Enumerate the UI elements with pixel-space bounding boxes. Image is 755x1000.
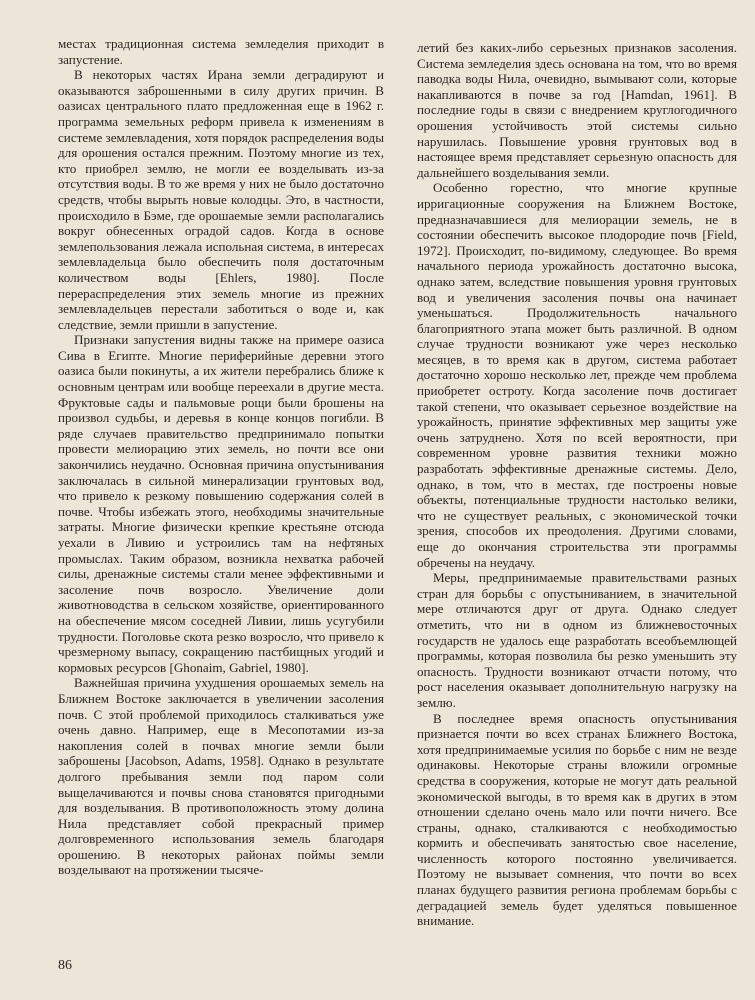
- paragraph: Особенно горестно, что многие крупные ирригационные сооружения на Ближнем Востоке, предназначавшиеся для мелиорации земель, не в состоянии обеспечить высокое плодородие почв [Field, 1972]. Происходит, по-видимому, следующее. Во время начального периода урожайность достаточно высока, однако затем, вследствие повышения уровня грунтовых вод и увеличения засоления почвы она начинает уменьшаться. Продолжительность начального благоприятного этапа может быть различной. В одном случае трудности возникают уже через несколько месяцев, в то время как в другом, система работает достаточно хорошо несколько лет, прежде чем проблема приобретет остроту. Когда засоление почв достигает такой степени, что оказывает серьезное воздействие на урожайность, принятие эффективных мер защиты уже очень затруднено. Хотя по всей вероятности, при современном уровне развития техники можно разработать эффективные дренажные системы. Дело, однако, в том, что в местах, где построены новые объекты, потенциальные трудности настолько велики, что не существует реальных, с экономической точки зрения, способов их преодоления. Другими словами, еще до окончания строительства эти программы обречены на неудачу.: [417, 180, 737, 570]
- paragraph: В некоторых частях Ирана земли деградируют и оказываются заброшенными в силу других причин. В оазисах центрального плато предложенная еще в 1962 г. программа земельных реформ привела к изменениям в системе землевладения, хотя порядок распределения воды для орошения остался прежним. Поэтому многие из тех, кто приобрел землю, не могли ее возделывать из-за отсутствия воды. В то же время у них не было достаточно средств, чтобы вырыть новые колодцы. Это, в частности, происходило в Бэме, где орошаемые земли располагались вокруг обнесенных оградой садов. Когда в основе землепользования лежала испольная система, в интересах землевладельца было обеспечить поля достаточным количеством воды [Ehlers, 1980]. После перераспределения этих земель многие из прежних землевладельцев перестали заботиться о воде и, как следствие, земли пришли в запустение.: [58, 67, 385, 332]
- paragraph: Важнейшая причина ухудшения орошаемых земель на Ближнем Востоке заключается в увеличении засоления почв. С этой проблемой приходилось сталкиваться уже очень давно. Например, еще в Месопотамии из-за накопления солей в почвах многие земли были заброшены [Jacobson, Adams, 1958]. Однако в результате долгого пребывания земли под паром соли выщелачиваются и почвы снова становятся пригодными для возделывания. В противоположность этому долина Нила представляет собой прекрасный пример долговременного использования земель благодаря орошению. В некоторых районах поймы земли возделывают на протяжении тысяче-: [58, 675, 384, 878]
- paragraph: Меры, предпринимаемые правительствами разных стран для борьбы с опустыниванием, в значительной мере отличаются друг от друга. Однако следует отметить, что ни в одном из ближневосточных государств не удалось еще разработать всеобъемлющей программы, которая позволила бы резко уменьшить эту опасность. Трудности возникают отчасти потому, что рост населения оказывает дополнительную нагрузку на землю.: [417, 570, 737, 710]
- paragraph: летий без каких-либо серьезных признаков засоления. Система земледелия здесь основана на том, что во время паводка воды Нила, очевидно, вымывают соли, которые накапливаются в почве за год [Hamdan, 1961]. В последние годы в связи с внедрением круглогодичного орошения устойчивость этой системы сильно нарушилась. Повышение уровня грунтовых вод в настоящее время представляет серьезную опасность для дальнейшего возделывания земли.: [417, 40, 737, 180]
- left-column: [58, 36, 384, 878]
- paragraph: Признаки запустения видны также на примере оазиса Сива в Египте. Многие периферийные деревни этого оазиса были покинуты, а их жители перебрались ближе к основным центрам или вообще переехали в другие места. Фруктовые сады и пальмовые рощи были брошены на произвол судьбы, и деревья в конце концов погибли. В ряде случаев правительство предпринимало попытки провести мелиорацию этих земель, но почти все они закончились неудачно. Основная причина опустынивания заключалась в сильной минерализации грунтовых вод, что привело к резкому повышению содержания солей в почве. Чтобы избежать этого, необходимы значительные затраты. Многие физически крепкие крестьяне отсюда уехали в Ливию и устроились там на нефтяных промыслах. Таким образом, возникла нехватка рабочей силы, дренажные системы стали менее эффективными и засоление почв возросло. Увеличение доли животноводства в сельском хозяйстве, ориентированного на обеспечение мясом соседней Ливии, лишь усугубили трудности. Поголовье скота резко возросло, что привело к чрезмерному выпасу, сокращению пастбищных угодий и кормовых ресурсов [Ghonaim, Gabriel, 1980].: [58, 332, 384, 675]
- right-column: [417, 40, 737, 929]
- paragraph: местах традиционная система земледелия приходит в запустение.: [58, 36, 384, 67]
- page-number: 86: [58, 958, 72, 973]
- paragraph: В последнее время опасность опустынивания признается почти во всех странах Ближнего Востока, хотя предпринимаемые усилия по борьбе с ним не везде одинаковы. Некоторые страны вложили огромные средства в сооружения, которые не могут дать реальной экономической выгоды, в то время как в других в этом отношении сделано очень мало или почти ничего. Все страны, однако, сталкиваются с необходимостью кормить и обеспечивать занятостью свое население, численность которого постоянно увеличивается. Поэтому не вызывает сомнения, что почти во всех планах будущего развития региона проблемам борьбы с деградацией земель будет уделяться повышенное внимание.: [417, 710, 737, 929]
